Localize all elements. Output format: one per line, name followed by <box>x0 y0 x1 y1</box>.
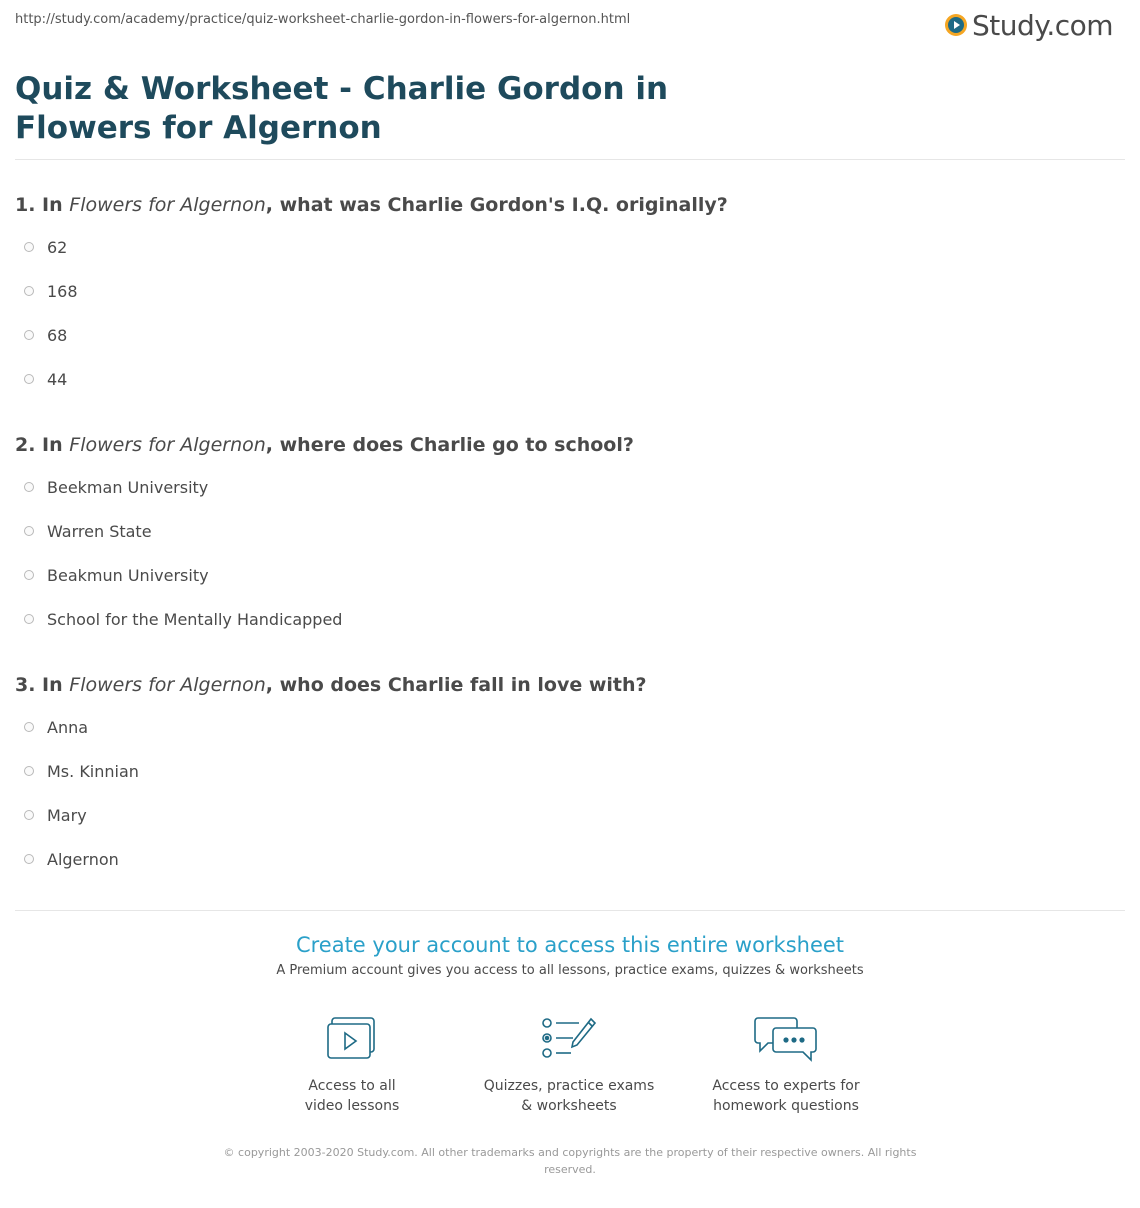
book-title: Flowers for Algernon <box>69 194 266 216</box>
radio-button[interactable] <box>24 766 34 776</box>
option-label: School for the Mentally Handicapped <box>47 609 343 629</box>
option-label: Mary <box>47 805 87 825</box>
book-title: Flowers for Algernon <box>69 674 266 696</box>
question-3 <box>15 673 1115 881</box>
option-label: Warren State <box>47 521 152 541</box>
chat-bubbles-icon <box>754 1016 818 1062</box>
question-3-option-1[interactable] <box>15 705 1115 749</box>
option-label: Beekman University <box>47 477 209 497</box>
feature-label: Access to all video lessons <box>304 1078 400 1114</box>
option-label: 44 <box>47 369 68 389</box>
copyright-footer: © copyright 2003-2020 Study.com. All other trademarks and copyrights are the property of their respective owners. All rights reserved. <box>223 1146 917 1176</box>
page-title: Quiz & Worksheet - Charlie Gordon in Flowers for Algernon <box>15 71 669 146</box>
radio-button[interactable] <box>24 614 34 624</box>
question-1-option-3[interactable] <box>15 313 1115 357</box>
question-3-option-2[interactable] <box>15 749 1115 793</box>
option-label: Beakmun University <box>47 565 209 585</box>
radio-button[interactable] <box>24 286 34 296</box>
option-label: Algernon <box>47 849 119 869</box>
header-divider <box>15 159 1125 160</box>
book-title: Flowers for Algernon <box>69 434 266 456</box>
question-2-option-1[interactable] <box>15 465 1115 509</box>
quiz-checklist-icon <box>541 1016 597 1062</box>
page-url: http://study.com/academy/practice/quiz-worksheet-charlie-gordon-in-flowers-for-algernon.html <box>15 12 631 27</box>
radio-button[interactable] <box>24 854 34 864</box>
option-label: 68 <box>47 325 68 345</box>
question-3-text: 3. In Flowers for Algernon, who does Charlie fall in love with? <box>15 674 647 696</box>
question-3-option-4[interactable] <box>15 837 1115 881</box>
question-1-option-2[interactable] <box>15 269 1115 313</box>
question-1-option-4[interactable] <box>15 357 1115 401</box>
question-2-option-2[interactable] <box>15 509 1115 553</box>
option-label: 62 <box>47 237 68 257</box>
question-2-option-4[interactable] <box>15 597 1115 641</box>
radio-button[interactable] <box>24 330 34 340</box>
question-2 <box>15 433 1115 641</box>
radio-button[interactable] <box>24 570 34 580</box>
study-logo[interactable] <box>944 8 1113 42</box>
radio-button[interactable] <box>24 526 34 536</box>
radio-button[interactable] <box>24 722 34 732</box>
question-2-option-3[interactable] <box>15 553 1115 597</box>
feature-video-lessons <box>252 1016 452 1116</box>
radio-button[interactable] <box>24 810 34 820</box>
logo-text: Study.com <box>972 8 1114 42</box>
premium-description: A Premium account gives you access to all lessons, practice exams, quizzes & worksheets <box>276 963 864 978</box>
question-2-text: 2. In Flowers for Algernon, where does Charlie go to school? <box>15 434 634 456</box>
question-3-option-3[interactable] <box>15 793 1115 837</box>
play-logo-icon <box>944 13 968 37</box>
question-1 <box>15 193 1115 401</box>
question-1-option-1[interactable] <box>15 225 1115 269</box>
content-divider <box>15 910 1125 911</box>
radio-button[interactable] <box>24 242 34 252</box>
feature-quizzes <box>469 1016 669 1116</box>
radio-button[interactable] <box>24 482 34 492</box>
option-label: 168 <box>47 281 78 301</box>
option-label: Ms. Kinnian <box>47 761 139 781</box>
option-label: Anna <box>47 717 89 737</box>
video-lessons-icon <box>326 1016 378 1062</box>
feature-experts <box>686 1016 886 1116</box>
create-account-link[interactable]: Create your account to access this entire worksheet <box>295 933 845 957</box>
question-1-text: 1. In Flowers for Algernon, what was Charlie Gordon's I.Q. originally? <box>15 194 728 216</box>
radio-button[interactable] <box>24 374 34 384</box>
feature-label: Quizzes, practice exams & worksheets <box>483 1078 655 1114</box>
feature-label: Access to experts for homework questions <box>712 1078 860 1114</box>
